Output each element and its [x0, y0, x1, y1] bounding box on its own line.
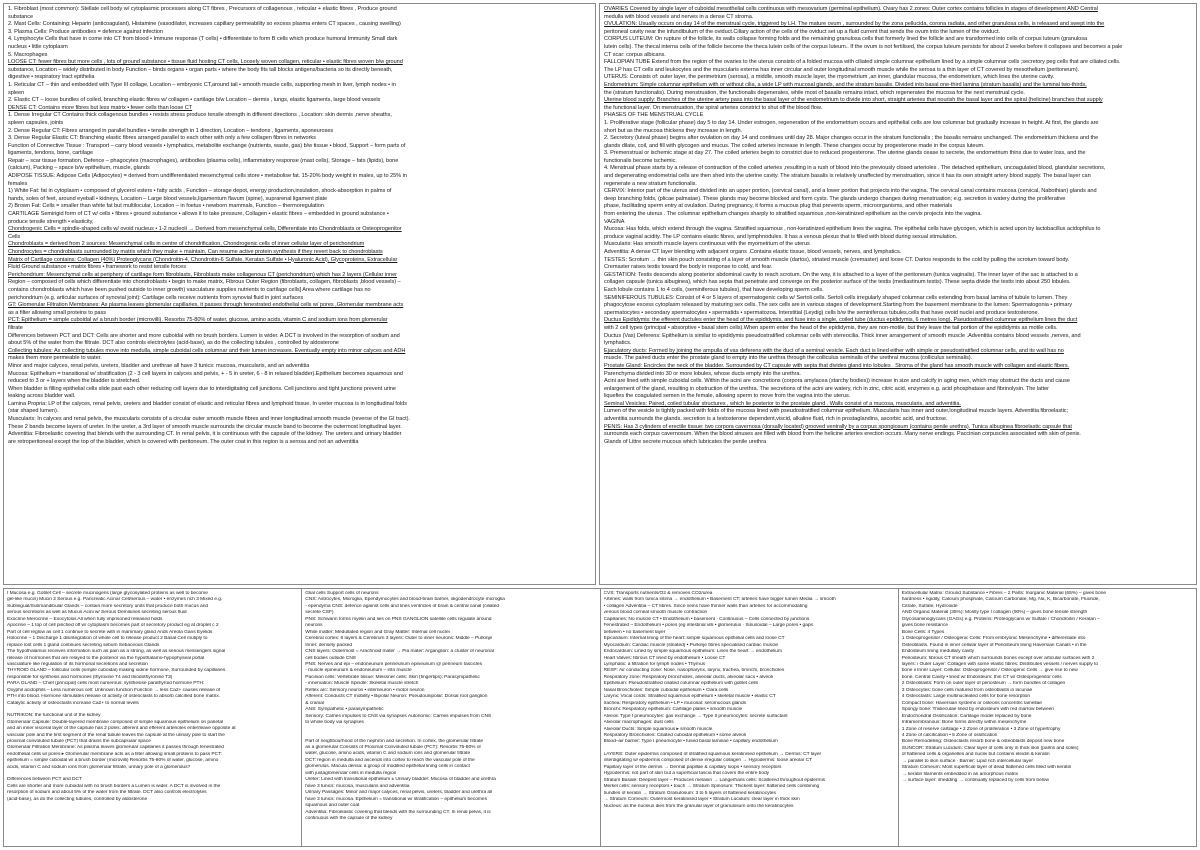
- text-line: The hypothalamus receives information such as pain as a strong, as well as serious messengers signal: [7, 649, 226, 655]
- text-line: lutein cells). The thecal interna cells of the follicle become the theca lutein cells of the corpus luteum.. If the ovum is not fertilised, the corpus luteum persists for about 2 weeks before it collapses and becomes a pale: [604, 43, 1123, 50]
- text-line: deep branching folds, (plicae palmatae). These glands may become blocked and form cysts. The glands undergo changes during menstruation; e.g. secretion is watery during the proliferative: [604, 195, 1066, 202]
- text-line: vascular pole and the first segment of the renal tubule leaves the capsule at the urinary pole to start the: [7, 732, 225, 738]
- text-line: adventitia surrounds the glands. secretion is a testosterone dependent,viscid, alkaline fluid, rich in prostaglandins, ascorbic acid, and fructose.: [604, 416, 948, 423]
- text-line: 2. Dense Regular CT: Fibres arranged in parallel bundles • tensile strength in 1 direction, Location – tendons , ligaments, aponeuroses: [8, 127, 334, 134]
- text-line: Adventitia: Fibroelastic covering that blends with the surrounding CT. In renal pelvis, it is: [305, 809, 491, 815]
- text-line: Cremaster raises testis toward the body in response to cold, and fear.: [604, 264, 773, 271]
- text-line: PENIS: Has 3 cylinders of erectile tissue: two corpora cavernosa (dorsally located) grooved ventrally by a corpus spongiosum (contains penile urethra). Tunica albuginea fibroelastic capsule that: [604, 423, 1072, 430]
- text-line: Sublingual/Submandibular Glands – contain more secretory units that produce both mucus and: [7, 603, 209, 609]
- text-line: Fluid Ground substance • matrix fibres • framework to resist tensile forces: [8, 264, 186, 271]
- text-line: spleen: [8, 89, 25, 96]
- text-line: proximal convoluted tubule (PCT) that drains the subcapsular space: [7, 738, 151, 744]
- text-line: Extracellular Matrix: Ground Substance • Fibres – 2 Parts: Inorganic Material (65%) – gives bone: [901, 591, 1107, 596]
- text-line: nucleus • little cytoplasm: [8, 43, 68, 50]
- text-line: DENSE CT: Contains more fibres but less matrix • fewer cells than loose CT: [8, 104, 193, 111]
- text-line: reduced to 3 or + layers when the bladder is stretched.: [8, 378, 141, 385]
- text-line: Glands of Littre secrete mucous which lubricates the penile urethra: [604, 438, 767, 445]
- text-line: Endochondral Ossification: Cartilage model replaced by bone: [901, 713, 1032, 719]
- text-line: → parallel to skin surface · Barrier: Lipid rich intercellular layer: [901, 758, 1033, 764]
- text-line: Repair – scar tissue formation, Defence – phagocytes (macrophages), antibodies (plasma cells), inflammatory response (mast cells), Storage – fats (lipids), bone: [8, 157, 399, 164]
- text-line: spleen capsules, joints: [8, 119, 64, 126]
- text-line: Lumen of the vesicle is tightly packed with folds of the mucosa lined with pseudostratified columnar epithelium. Muscularis has inner and outer,longitudinal muscle layers. Adventitia fibroelastic;: [604, 408, 1069, 415]
- text-line: Matrix of Cartilage contains: Collagen (40%) Proteoglycans (Chondroitin-4, Chondroitin-6 Sulfate, Keratan Sulfate • Hyaluronic Acid), Glycoproteins, Extracellular: [8, 256, 398, 263]
- text-line: 1 Zone of reserve cartilage • 2 Zone of proliferation • 3 Zone of hypertrophy: [901, 726, 1061, 732]
- text-line: FALLOPIAN TUBE Extend from the region of the ovaries to the uterus consists of a folded mucosa with ciliated simple columnar epithelium lined by a simple columnar cells ;secretory peg cells that are ciliated cells.: [604, 59, 1121, 66]
- text-line: CORPUS LUTEUM: On rupture of the follicle, its walls collapse forming folds and the remaining granulosa cells that formerly lined the follicle and are transformed into cells of corpus luteum (granulosa: [604, 36, 1088, 43]
- text-line: Urinary Passages: Minor and major calyces, renal pelvis, ureters, bladder and urethra all: [305, 790, 493, 796]
- text-line: CERVIX: Interior part of the uterus and divided into an upper portion, (cervical canal), and a lower portion that projects into the vagina. The cervical canal contains mucosa (cervical, Nabothian) glands and: [604, 188, 1097, 195]
- text-line: 2. Elastic CT – loose bundles of coiled, branching elastic fibres w/ collagen • cartilage b/w Location – dermis , lungs, elastic ligaments, large blood vessels: [8, 97, 381, 104]
- text-line: DCT: region in medulla and ascends into cortex to reach the vascular pole of the: [305, 757, 475, 763]
- text-line: replace lost cells 1 gland continues secreting sebum Sebaceous Glands: [7, 642, 160, 648]
- text-line: Perichondrium: Mesenchymal cells at periphery of cartilage form fibroblasts, Fibroblasts make collagenous CT (perichondrium) which has 2 layers (Cellular inner: [8, 271, 397, 278]
- text-line: White matter: Medullated region and Gray Matter: Internal cell nuclei: [305, 629, 450, 635]
- text-line: 5. Macrophages: [8, 51, 48, 58]
- text-line: Ejaculatory ducts: Formed by joining the ampulla of vas deferens with the duct of a seminal vesicle. Each duct is lined either with simple or pseudostratified columnar cells, and its wall has no: [604, 347, 1064, 354]
- text-line: Fenestrated – Endothelium • pores (eg intestinal villi • glomerulus · Sinusoidal – Large pores • gaps: [603, 623, 813, 629]
- text-line: Differences between PCT and DCT: Cells are shorter and more cuboidal with no brush borders. Lumen is wider. A DCT is involved in the resorption of sodium and: [8, 332, 400, 339]
- text-line: Each lobule contains 1 to 4 coils, (seminiferous tubules), that have developing sperm cells.: [604, 286, 824, 293]
- text-line: Arteries: walls from tunica intima → endothelium • Basement CT: arteries have bigger lumen Media → smooth: [603, 597, 836, 603]
- text-line: responsible for synthesis and hormones (thyroxine T4 and triiodothyronine T3): [7, 674, 173, 680]
- text-line: Respiratory Bronchioles: Ciliated cuboidal epithelium • some alveoli: [603, 732, 746, 738]
- text-line: enlargement of the gland, resulting in obstruction of the urethra. The secretions of the acini are watery, rich in zinc, citric acid, enzymes e.g. acid phosphatase and fibrinolysin. The latter: [604, 385, 1049, 392]
- text-line: Part of neighbourhood of the nephron and secretion. In cortex, the glomerular filtrate: [305, 738, 484, 744]
- text-line: of flattened cells & organelles and nuclei but contains eleidin & keratin: [901, 752, 1050, 758]
- text-line: continuous with the capsule of the kidney: [305, 815, 393, 821]
- text-line: Nucleus: as the nucleus dies from the granular layer of granulosum onto the keratinocytes: [603, 803, 794, 809]
- text-line: trachea: Respiratory epithelium • LP • mucosal: seromucous glands: [603, 700, 747, 706]
- text-line: 4. Menstrual phase starts by a release of contraction of the coiled arteries ,resulting in a rush of blood into the previously closed arterioles . The detached epithelium, uncoagulated blood, glandular secretions,: [604, 165, 1106, 172]
- text-line: layers: i Outer Layer: Collagen with some elastic fibres: Distributes vessels / nerves supply to: [901, 661, 1099, 667]
- text-line: TESTES: Scrotum → thin skin pouch consisting of a layer of smooth muscle (dartos), striated muscle (cremaster) and loose CT. Dartos responds to the cold by pulling the scrotum toward body.: [604, 256, 1070, 263]
- text-line: 4. Lymphocyte Cells that have in come into CT from blood • Immune response (T cells) • differentiate to form B cells which produce humoral Immunity Small dark: [8, 36, 398, 43]
- text-line: Acini are lined with simple cuboidal cells. Within the acini are concretions (corpora amylacea (starchy bodies)) increase in size and calcify in aging men, which may obstruct the ducts and cause: [604, 378, 1070, 385]
- text-line: I Mucosa e.g. Goblet Cell – secrete mucinogens (large glycosylated proteins as well to become: [7, 591, 208, 596]
- text-line: PNS: Nerves and epi – endoneurium perineurium epineurium @ perineum fascicles: [305, 661, 482, 667]
- text-line: CVS: Transports nutrients/O2 & removes CO2/urea: [603, 591, 713, 596]
- text-line: as a filter allowing small proteins to pass: [8, 309, 106, 316]
- text-line: 2. Secretory (luteal phase) begins after ovulation on day 14 and continues until day 28. Major changes occur in the stratum functionalis ; the basalis remains unchanged. The endometrium thickens and the: [604, 135, 1099, 142]
- text-line: Chondrocytes = chondroblasts surrounded by matrix which they make + maintain, Can resume active protein synthesis if they revert back to chondroblasts: [8, 249, 383, 255]
- text-line: Stratum Basale: Deepest layer – Produces melanin → Langerhans cells: Scattered throughout epidermis: [603, 777, 826, 783]
- text-line: Alveolar Ducts: Simple squamous ▸ smooth muscle: [603, 726, 713, 732]
- text-line: OVARIES Covered by single layer of cuboidal mesothelial cells continuous with mesovarium (germinal epithelium). Ovary has 2 zones: Outer cortex contains follicles in stages of development AND Central: [604, 6, 1098, 12]
- text-line: 3. Premenstrual or ischemic stage at day 27. The coiled arteries begin to constrict due to reduced progesterone. The uterine glands cease to secrete, the endometrium thins due to water loss, and the: [604, 150, 1086, 157]
- glands-nephron-column: [4, 589, 302, 846]
- text-line: leaking across bladder wall.: [8, 393, 76, 400]
- text-line: Ureter: Lined with transitional epithelium ± Urinary bladder: Mucosa of bladder and urethra: [305, 777, 496, 783]
- text-line: Capillaries: No muscle CT • Endothelium • basement · Continuous – Cells connected by junctions: [603, 616, 810, 622]
- text-line: Glial cells Support cells of neurons: [305, 591, 379, 596]
- text-line: Heart Valves: fibrous CT lined by endothelium • Loose CT: [603, 655, 726, 661]
- text-line: short but as the mucosa thickens they increase in length.: [604, 127, 743, 134]
- text-line: 2) Brown Fat: Cells = smaller than white fat but multilocular, Location – in foetus • newborn mammals, Function – thermoregulation: [8, 203, 324, 210]
- text-line: Glycosaminoglycans (GAGs) e.g. Proteins: Proteoglycans w/ Sulfate / Chondroitin / Keratan –: [901, 616, 1100, 622]
- text-line: venous blood corneal smooth muscle contraction: [603, 610, 708, 616]
- text-line: 1. Fibroblast (most common): Stellate cell body w/ cytoplasmic processes along CT fibres , Precursors of collagenous , reticular + elastic fibres , Produce ground: [8, 6, 397, 12]
- text-line: with juxtaglomerular cells in medulla region: [305, 770, 397, 776]
- text-line: 3. Plasma Cells: Produce antibodies = defence against infection: [8, 28, 163, 35]
- text-line: • collagen Adventitia – CT fibres. Since veins have thinner walls than arteries for accommodating: [603, 603, 808, 609]
- text-line: Alveolar macrophages: dust cells: [603, 720, 674, 726]
- text-line: Lamina Propria: LP of the calyces, renal pelvis, ureters and bladder consist of elastic and reticular fibres and lymphoid tissue. In ureter mucosa is in longitudinal folds: [8, 400, 407, 407]
- text-line: 1. Dense Irregular CT Contains thick collagenous bundles • resists stress produce tensile strength in different directions , Location: skin dermis ,nerve sheaths,: [8, 112, 392, 119]
- text-line: produce tensile strength • elasticity,: [8, 218, 94, 225]
- text-line: functionalis become ischemic.: [604, 157, 677, 164]
- text-line: Inner: densely packed: [305, 642, 353, 648]
- nervous-system-column: [302, 589, 600, 846]
- text-line: (acid-base), as do the collecting tubules, controlled by aldosterone: [7, 796, 148, 802]
- text-line: Cerebral cortex: 6 layers & Cerebrum 3 layers: Outer to inner neurons: Middle – Purkinje: [305, 636, 493, 642]
- text-line: secrete CSF): [305, 610, 334, 616]
- text-line: Larynx: Vocal cords: Stratified squamous epithelium • skeletal muscle • elastic CT: [603, 694, 776, 700]
- text-line: Oxyphil acidophils – Less numerous cell: Unknown function Function → less Ca2+ causes release of: [7, 687, 221, 693]
- text-line: PARA GLAND – Chief (principal) cells most numerous: synthesise parathyroid hormone PTH:: [7, 681, 205, 687]
- text-line: 1) White Fat: fat in cytoplasm • composed of glycerol esters • fatty acids , Function – storage depot, energy production,insulation, shock-absorption in palms of: [8, 188, 392, 195]
- text-line: Ductus (Vas) Deferens: Epithelium is similar to epididymis pseudostratified columnar cells with stereocilia. Thick inner arrangement of smooth muscle .Adventitia contains blood vessels ,nerves, and: [604, 332, 1081, 339]
- text-line: 1. Proliferative stage (follicular phase) day 5 to day 14. Under estrogen, regeneration of the endometrium occurs and epithelial cells are low columnar but gradually increase in height. At first, the glands are: [604, 119, 1099, 126]
- text-line: Epithelium: Pseudostratified ciliated columnar epithelium with goblet cells: [603, 681, 758, 687]
- text-line: Compact bone: Haversian systems or osteons concentric lamellae: [901, 700, 1042, 706]
- text-line: Endosteum lining medullary cavity: [901, 649, 975, 655]
- text-line: glands dilate, coil, and fill with glycogen and mucus. The coiled arteries increase in length. These changes occur by progesterone made in the corpus luteum.: [604, 142, 985, 149]
- text-line: Parenchyma divided into 30 or more lobules, whose ducts empty into the urethra.: [604, 370, 801, 377]
- text-line: water, glucose, amino acids, vitamin C and sodium ions and glomerular filtrate: [305, 751, 471, 757]
- text-line: interdigitating w/ epidermis composed of dense irregular collagen → Hypodermis: loose areolar CT: [603, 758, 813, 764]
- text-line: These 2 bands become layers of ureter. In the ureter, a 3rd layer of smooth muscle surrounds the circular muscle band to become the outermost longitudinal layer.: [8, 423, 402, 430]
- text-line: (calcium), Packing – space b/w epithelium, muscle, glands: [8, 165, 150, 172]
- text-line: vasculature like regulation of its hormonal secretions and secretion: [7, 661, 148, 667]
- text-line: Minor and major calyces, renal pelvis, ureters, bladder and urethrae all have 3 tunics: mucosa, muscularis, and an adventitia: [8, 362, 310, 369]
- text-line: Citrate, Sulfate, Hydroxide: [901, 603, 958, 609]
- text-line: phase, facilitating sperm entry at ovulation. During pregnancy, it forms a mucous plug that prevents sperm, microorganisms, and other materials: [604, 203, 953, 210]
- text-line: → Stratum Corneum: Outermost keratinised layer • Stratum Lucidum: clear layer in thick skin: [603, 797, 800, 803]
- text-line: SEMINIFEROUS TUBULES: Consist of 4 or 5 layers of spermatogenic cells w/ Sertoli cells. Sertoli cells irregularly shaped columnar cells extending from basal lamina of tubule to lumen. They: [604, 294, 1068, 301]
- text-line: Ductus Epididymis: the efferent ductules enter the head of the epididymis, and fuse into a single, coiled tube (ductus epididymis, 6 metres long). Pseudostratified columnar epithelium lines the duct: [604, 317, 1078, 324]
- text-line: PHASES OF THE MENSTRUAL CYCLE: [604, 112, 704, 119]
- text-line: Myocardium: Cardiac muscle (striated) • Purkinje fibres specialised cardiac muscle: [603, 642, 779, 648]
- text-line: - muscle epineurium & endoneurium – into muscle: [305, 668, 412, 674]
- text-line: from entering the uterus . The columnar epithelium changes sharply to stratified squamous ,non-keratinized epithelium as the cervix projects into the vagina.: [604, 211, 982, 218]
- text-line: bone. Central Cavity • lined w/ Endosteum: thin CT w/ Osteoprogenitor cells: [901, 674, 1062, 680]
- text-line: acids, vitamin C and sodium ions from glomerular filtrate, urinary pole of a glomerulus?: [7, 764, 191, 770]
- text-line: with 2 cell types (principal • absorptive • basal stem cells).When sperm enter the head of the epididymis, they are non-motile, but they leave the tail portion of the epididymis as motile cells.: [604, 324, 1058, 331]
- text-line: - innervation: Muscle Spindle: Skeletal muscle stretch: [305, 681, 419, 687]
- text-line: bundles of keratin → Stratum Granulosum: 3 to 5 layers of flattened keratinocytes: [603, 790, 776, 796]
- text-line: Glomerular Filtration Membrane: As plasma leaves glomerular capillaries it passes through fenestrated: [7, 745, 224, 751]
- text-line: Bronchi: Respiratory epithelium: Cartilage plates • smooth muscle: [603, 707, 743, 713]
- text-line: Periosteum: fibrous CT sheath which surrounds bones except over articular surfaces with 2: [901, 655, 1095, 661]
- text-line: (star shaped lumen).: [8, 408, 59, 415]
- text-line: GESTATION: Testis descends along posterior abdominal cavity to reach scrotum. On the way, it is attached to a layer of the peritoneum (tunica vaginalis). The inner layer of the sac is attached to a: [604, 271, 1078, 278]
- text-line: Stratum Corneum: Most superficial layer of dead flattened cells filled with keratin: [901, 765, 1072, 771]
- text-line: PTH into blood. Hormone stimulates release of activity of osteoclasts to absorb calcified bone matrix.: [7, 694, 220, 700]
- text-line: RESP: Air conducting zone: Nose, nasopharynx, larynx, trachea, bronchi, bronchioles: [603, 668, 785, 674]
- text-line: - ependyma CNS: defence against cells and lines ventricles of brain & central canal (ciliated: [305, 603, 500, 609]
- text-line: ADIPOSE TISSUE: Adipose Cells (Adipocytes) = derived from undifferentiated mesenchymal cells store • metabolise fat. 15-20% body weight in males, up to 25% in: [8, 173, 407, 180]
- text-line: THYROID GLAND – follicular cells (simple cuboidal) making iodine hormone, Surrounded by capillaries: [7, 668, 226, 674]
- text-line: as a glomerular Consists of Proximal Convoluted tubule (PCT): Resorbs 75-80% of: [305, 744, 481, 750]
- text-line: PNS: Schwann forms myelin and lies on PNS GANGLION satellite cells regulate around: [305, 616, 492, 622]
- text-line: 4 Zone of calcification • 5 Zone of ossification: [901, 732, 998, 738]
- text-line: collagen capsule (tunica albuginea), which has septa that penetrate and converge on the posterior surface of the testis (mediastinum testis). These septa divide the testis into about 250 lobules.: [604, 279, 1071, 286]
- text-line: GT: Glomerular Filtration Membranes: As plasma leaves glomerular capillaries, it passes through fenestrated endothelial cells w/ pores ,Glomerular membrane acts: [8, 302, 404, 309]
- text-line: Papillary layer of the dermis → Dermal papillae & capillary loops • sensory receptors: [603, 764, 782, 770]
- text-line: Uterine blood supply: Branches of the uterine artery pass into the basal layer of the endometrium to divide into short, straight arteries that nourish the basal layer and the spiral (helicine) branches that supply: [604, 97, 1103, 104]
- text-line: 1 Osteoprogenitor / Osteogenic Cells: From embryonic Mesenchyme • differentiate into: [901, 636, 1086, 642]
- text-line: Hypodermis: not part of skin but a superficial fascia that covers the entire body: [603, 771, 770, 777]
- text-line: Osteoblasts. Found in inner cellular layer of Periosteum lining Haversian Canals • in the: [901, 642, 1087, 648]
- text-line: Muscularis: Has smooth muscle layers continuous with the myometrium of the uterus: [604, 241, 810, 248]
- text-line: LOOSE CT: fewer fibres but more cells , lots of ground substance • tissue fluid hosting CT cells, Loosely woven collagen, reticular • elastic fibres woven b/w ground: [8, 59, 403, 66]
- text-line: glomerulus. Macula densa: a group of modified epithelial lining cells in contact: [305, 764, 470, 770]
- text-line: Mucosa: Has folds, which extend through the vagina. Stratified squamous , non-keratinized epithelium lines the vagina. The epithelial cells have glycogen, which is acted upon by lactobacillus acidophilus to: [604, 226, 1101, 233]
- text-line: Glomerular Capsule: Double-layered membrane composed of simple squamous epithelium on parietal: [7, 719, 224, 725]
- text-line: Function of Connective Tissue : Transport – carry blood vessels • lymphatics, metabolite exchange (nutrients, waste, gas) b/w tissue • blood, Support – form parts of: [8, 142, 406, 149]
- text-line: surrounds each corpus cavernosum. When the blood sinuses are filled with blood from the helicine arteries erection occurs. Many nerve endings. Paccinian corpuscles associated with skin of penis.: [604, 431, 1081, 438]
- text-line: and an inner visceral layer of the capsule has 2 poles: afferent and efferent arterioles enter/leave opposite at: [7, 726, 236, 732]
- text-line: filtrate: [8, 324, 23, 331]
- text-line: Lymphatic: a filtration for lymph nodes • Thymus: [603, 661, 706, 667]
- text-line: muscle. The paired ducts enter the prostate gland to empty into the urethra through the colliculus seminalis of the urethral mucosa (colliculus seminalis).: [604, 355, 973, 362]
- text-line: neurons: [305, 623, 323, 629]
- text-line: Epicardium: Internal lining of the heart: simple squamous epithelial cells and loose CT: [603, 636, 785, 642]
- text-line: produce vaginal acidity. The LP contains elastic fibres, and lymphnodules. It has a venous plexus that is filled with blood during sexual stimulation.: [604, 233, 958, 240]
- text-line: are retroperitoneal except the top of the bladder, which is covered with peritoneum. The outer coat in this region is a serosa and not an adventitia: [8, 438, 359, 445]
- text-line: and degenerating endometrial cells are then shed into the uterine cavity. The stratum basalis is relatively unaffected by menstruation, since it has its own straight artery blood supply. The basal layer can: [604, 173, 1091, 180]
- text-line: SUNCOR: Stratum Lucidum: Clear layer of cells only in thick skin (palms and soles): [901, 745, 1079, 751]
- text-line: Cells are shorter and more cuboidal with no brush borders a Lumen is wider. A DCT is involved in the: [7, 783, 221, 789]
- text-line: → keratin filaments embedded in an amorphous matrix: [901, 771, 1018, 777]
- connective-tissue-notes-panel: [3, 3, 596, 585]
- text-line: 2 Osteoblasts: Form on outer layer of periosteum → form bundles of collagen: [901, 681, 1066, 687]
- text-line: Chondroblasts = derived from 2 sources: Mesenchymal cells in centre of chondrification, Chondrogenic cells of inner cellular layer of perichondrium: [8, 241, 365, 248]
- text-line: makes them more permeable to water.: [8, 355, 102, 362]
- text-line: Adventitia: A dense CT layer blending with adjacent organs .Contains elastic tissue, blood vessels, nerves, and lymphatics.: [604, 249, 902, 255]
- text-line: Seminal Vesicles: Paired, coiled tubular structures , which lie posterior to the prostate gland . Walls consist of a mucosa, muscularis, and adventitia.: [604, 400, 961, 407]
- text-line: substance: [8, 13, 34, 20]
- text-line: Respiratory zone: Respiratory bronchioles, alveolar ducts, alveolar sacs • alveoli: [603, 674, 773, 680]
- text-line: Nasal Bronchioles: Simple cuboidal epithelium • Clara cells: [603, 687, 729, 693]
- text-line: Pacinian cells: Vertebrate tissue: Meissner cells: Skin (fingertips): Parasympathetic: [305, 674, 480, 680]
- text-line: Region – composed of cells which differentiate into chondroblasts • begin to make matrix, Fibrous Outer Region (fibroblasts, collagen, fibroblasts ,blood vessels) –: [8, 279, 401, 286]
- text-line: hardness • rigidity, Calcium phosphate, Calcium Carbonate, Mg, Na, K, Bicarbonate, Fluoride,: [901, 597, 1100, 603]
- text-line: CARTILAGE Semirigid form of CT w/ cells • fibres • ground substance • allows it to take pressure, Collagen • elastic fibres – embedded in ground substance •: [8, 211, 389, 218]
- text-line: liquefies the coagulated semen in the female, allowing sperm to move from the vagina into the uterus.: [604, 393, 851, 400]
- text-line: bone ii Inner Layer: Cellular: Osteoprogenitor / Osteogenic Cells → give rise to new: [901, 668, 1078, 674]
- text-line: Alveoli: Type I pneumocytes: gas exchange → Type II pneumocytes: secrete surfactant: [603, 713, 788, 719]
- text-line: females: [8, 180, 28, 187]
- text-line: 2. Mast Cells: Containing: Heparin (anticoagulant), Histamine (vasodilator, increases capillary permeability so excess plasma enters CT spaces , causing swelling): [8, 21, 401, 28]
- text-line: about 5% of the water from the filtrate. DCT also controls electrolytes (acid-base), as do the collecting tubules , controlled by aldosterone: [8, 340, 339, 347]
- text-line: perichondrium (e.g. articular surfaces of synovial joint): Cartilage cells receive nutrients from synovial fluid in joint surfaces: [8, 294, 304, 301]
- text-line: epithelium = simple cuboidal w/ a brush border (microvilli) Resorbs 75-80% of water, glucose, amino: [7, 758, 219, 764]
- text-line: Bone Remodelling: Osteoclasts resorb bone & osteoblasts deposit new bone: [901, 739, 1065, 745]
- text-line: Intramembranous: Bone forms directly within mesenchyme: [901, 720, 1027, 726]
- text-line: 1. Reticular CT – thin and embedded with Type III collage, Location – embryonic CT,around tail • smooth muscle cells, supporting mesh in liver, lymph nodes • in: [8, 81, 396, 88]
- text-line: Chondrogenic Cells = spindle-shaped cells w/ ovoid nucleus • 1-2 nucleoli → Derived from mesenchymal cells, Differentiate into Chondroblasts or Osteoprogenitor: [8, 226, 402, 233]
- text-line: peritoneal cavity near the infundibulum of the oviduct.Ciliary action of the cells of the oviduct set up a fluid current that sends the ovum into the lumen of the oviduct.: [604, 28, 1000, 35]
- text-line: Cells: [8, 233, 21, 240]
- text-line: contains chondroblasts which have been pushed outside to inner growth) vasculature supplies nutrients to cartilage cells] Area where cartilage has no: [8, 286, 371, 293]
- text-line: Holocrine – 1 Discharge 1 disintegration of whole cell to release product 2 Basal Cell mutiply to: [7, 636, 208, 642]
- text-line: Blood–air barrier: Type I pneumocyte • fused basal laminae • capillary endothelium: [603, 739, 778, 745]
- text-line: AND Organic Material (35%): Mostly type I collagen (90%) – gives bone tensile strength: [901, 610, 1088, 616]
- text-line: Prostate Gland: Encircles the neck of the bladder. Surrounded by CT capsule with septa that divides gland into lobules . Stroma of the gland has smooth muscle with collagen and elastic fibers.: [604, 362, 1070, 369]
- text-line: Endometrium: Simple columnar epithelium with or without cilia, a wide LP with mucosal glands, and the stratum basalis. Divided into basal one-third lamina (stratum basalis) and the luminal two-thirds,: [604, 81, 1087, 88]
- bone-tissue-column: [899, 589, 1196, 846]
- text-line: spermatocytes • secondary spermatocytes • spermatids • spermatozoa. Interstitial (Leydig) cells b/w the seminiferous tubules,cells that have ovoid nuclei and produce testosterone.: [604, 309, 1040, 316]
- cardio-respiratory-column: [601, 589, 899, 846]
- reproductive-system-notes-panel: [599, 3, 1197, 585]
- text-line: the functional layer. On menstruation, the spiral arteries constrict to shut off the blood flow.: [604, 104, 823, 111]
- text-line: → surface layer: shedding → continually replaced by cells from below: [901, 778, 1049, 784]
- text-line: gel-like mucin) Mucin 2 Serous e.g. Pancreatic Acinar Cell/serous – water • enzymes rich 3 Mixed e.g.: [7, 597, 223, 603]
- text-line: Endocardium: Lined by simple squamous epithelium: Lines the heart → endothelium: [603, 649, 782, 655]
- text-line: gives bone resistance: [901, 623, 949, 629]
- text-line: hands, soles of feet, around eyeball • kidneys, Location – Large blood vessels,ligamentum flavum (spine), suprarenal ligament plate: [8, 195, 328, 202]
- text-line: Adventitia: Fibroelastic covering that blends with the surrounding CT. In renal pelvis, it is continuous with the capsule of the kidney. The ureters and urinary bladder: [8, 431, 402, 438]
- text-line: regenerate a new stratum functionalis.: [604, 180, 697, 187]
- text-line: the (stratum functionalis). During menstruation, the functionalis degenerates, while most of basalis remains intact, which regenerates the mucosa for the next menstrual cycle.: [604, 89, 1025, 96]
- text-line: substance, Location – widely distributed in body Function – binds organs • organ parts • where the body fits tall blocks antigens/bacteria so its directly beneath,: [8, 66, 393, 73]
- text-line: have 3 tunics: mucosa. Epithelium = transitional w/ stratification – epithelium becomes: [305, 796, 487, 802]
- text-line: PCT: Epithelium = simple cuboidal w/ a brush border (microvilli). Resorbs 75-80% of water, glucose, amino acids, vitamin C and sodium ions from glomerular: [8, 317, 388, 324]
- text-line: 4 Osteoclasts: Large multinucleated cells for bone resorption: [901, 694, 1031, 700]
- text-line: Afferent: Conducts CT mobility • Bipolar Neuron: Pseudounipolar: Dorsal root ganglion: [305, 694, 488, 700]
- text-line: cell bodies outside CNS: [305, 655, 357, 661]
- text-line: UTERUS: Consists of: outer layer, the perimetrium (serosa), a middle, smooth muscle layer, the myometrium ,an inner, glandular mucosa, the endometrium, which lines the uterine cavity.: [604, 74, 1055, 81]
- text-line: lymphatics.: [604, 340, 632, 347]
- text-line: endothelial cells w/ pores ▸ Glomerular membrane acts as a filter allowing small proteins to pass PCT:: [7, 751, 222, 757]
- text-line: Muscularis: In calyces and renal pelvis, the muscularis consists of a circular outer smooth muscle fibres and inner longitudinal smooth muscle (reverse of the GI tract).: [8, 416, 410, 423]
- text-line: The LP has CT cells and leukocytes and the muscularis externa has inner circular and outer longitudinal smooth muscle while the serosa is a thin layer of CT covered by mesothelium (peritoneum).: [604, 66, 1080, 73]
- text-line: Merkel cells: sensory receptors • touch → Stratum Spinosum: Thickest layer: flattened cells combining: [603, 784, 820, 790]
- text-line: Catalytic activity of osteoclasts increase Ca2+ to normal levels: [7, 700, 139, 706]
- text-line: Bone Cells: 4 Types: [901, 629, 945, 635]
- text-line: Mucosa: Epithelium = transitional w/ stratification (2 - 3 cell layers in calyces and pelvis, + - 5 in ureter, 6 - 8 in relaxed bladder).Epithelium becomes squamous and: [8, 370, 403, 377]
- text-line: ANS: Sympathetic • parasympathetic: [305, 707, 384, 713]
- text-line: phagocytose excess cytoplasm released by maturing sex cells. The sex cells are in various stages of development.Starting from the basement membrane to the lumen: Spermatogonia • primary: [604, 302, 1072, 309]
- bottom-notes-strip: [3, 588, 1197, 847]
- text-line: Collecting tubules: As collecting tubules move into medulla, simple cuboidal cells columnar and their lumen increases. Eventually empty into minor calyces and ADH: [8, 347, 406, 354]
- text-line: & cranial: [305, 700, 324, 706]
- text-line: squamous and outer coat: [305, 803, 360, 809]
- text-line: OVULATION: Usually occurs on day 14 of the menstrual cycle, triggered by LH. The mature ovum , surrounded by the zona pellucida, corona radiata, and other granulosa cells, is released and swept into the: [604, 21, 1105, 28]
- text-line: CT scar: corpus albicans.: [604, 51, 666, 58]
- text-line: between • no basement layer: [603, 629, 666, 635]
- text-line: CNS: Astrocytes, Microglia, Ependymocytes and blood-brain barrier, oligodendrocyte microglia: [305, 597, 505, 603]
- text-line: have 3 tunics: mucosa, muscularis and adventitia: [305, 783, 410, 789]
- text-line: Part of cell reglow as cell 1 continue to secrete with in mammary gland Ands Areola Gans Eyelids: [7, 629, 213, 635]
- text-line: serous secretions as well as Mucus Acini w/ Serous Demilunes secreting serous fluid: [7, 610, 187, 616]
- text-line: Reflex arc: Sensory neuron • interneuron • motor neuron: [305, 687, 425, 693]
- text-line: ligaments, tendons, bone, cartilage: [8, 150, 94, 157]
- text-line: Sensory: Carries impulses to CNS via synapses Autonomic: Carries impulses from CNS: [305, 713, 492, 719]
- text-line: to whole body via synapses: [305, 720, 364, 726]
- text-line: Apocrine – 1 top of cell pinched off w/ cytoplasm becomes part of secretory product eg at droplet c 2: [7, 623, 219, 629]
- text-line: VAGINA: [604, 218, 625, 225]
- text-line: medulla with blood vessels and nerves in a dense CT stroma.: [604, 13, 754, 20]
- text-line: When bladder is filling epithelial cells slide past each other reducing cell layers due to interdigitating cell junctions. Cell junctions and tight junctions prevent urine: [8, 385, 396, 392]
- text-line: NUTRIKON: the functional unit of the kidney: [7, 713, 101, 719]
- text-line: Exocrine Merocrine – Exocytosis All when fully imprisoned released holds: [7, 616, 163, 622]
- text-line: release of hormones that are relayed to the posterior via the hypothalamo-hypophyseal portal: [7, 655, 205, 661]
- text-line: 3. Dense Regular Elastic CT: Branching elastic fibres arranged parallel to each other with only a few collagen fibres in networks: [8, 135, 316, 142]
- text-line: Differences between PCT and DCT: [7, 777, 82, 783]
- text-line: resorption of sodium and about 5% of the water from the filtrate. DCT also controls electrolytes: [7, 790, 207, 796]
- text-line: 3 Osteocytes: bone cells matured from osteoblasts in lacunae: [901, 687, 1033, 693]
- text-line: LAYERS: Outer epidermis composed of stratified squamous keratinised epithelium → Dermis: CT layer: [603, 751, 822, 757]
- text-line: Spongy bone: Trabeculae lined by endosteum with red marrow between: [901, 707, 1054, 713]
- text-line: CNS layers: Outermost = Arachnoid mater → Pia mater: Arganglion: a cluster of neuronal: [305, 649, 494, 655]
- text-line: digestive • respiratory tract epithelia: [8, 74, 95, 81]
